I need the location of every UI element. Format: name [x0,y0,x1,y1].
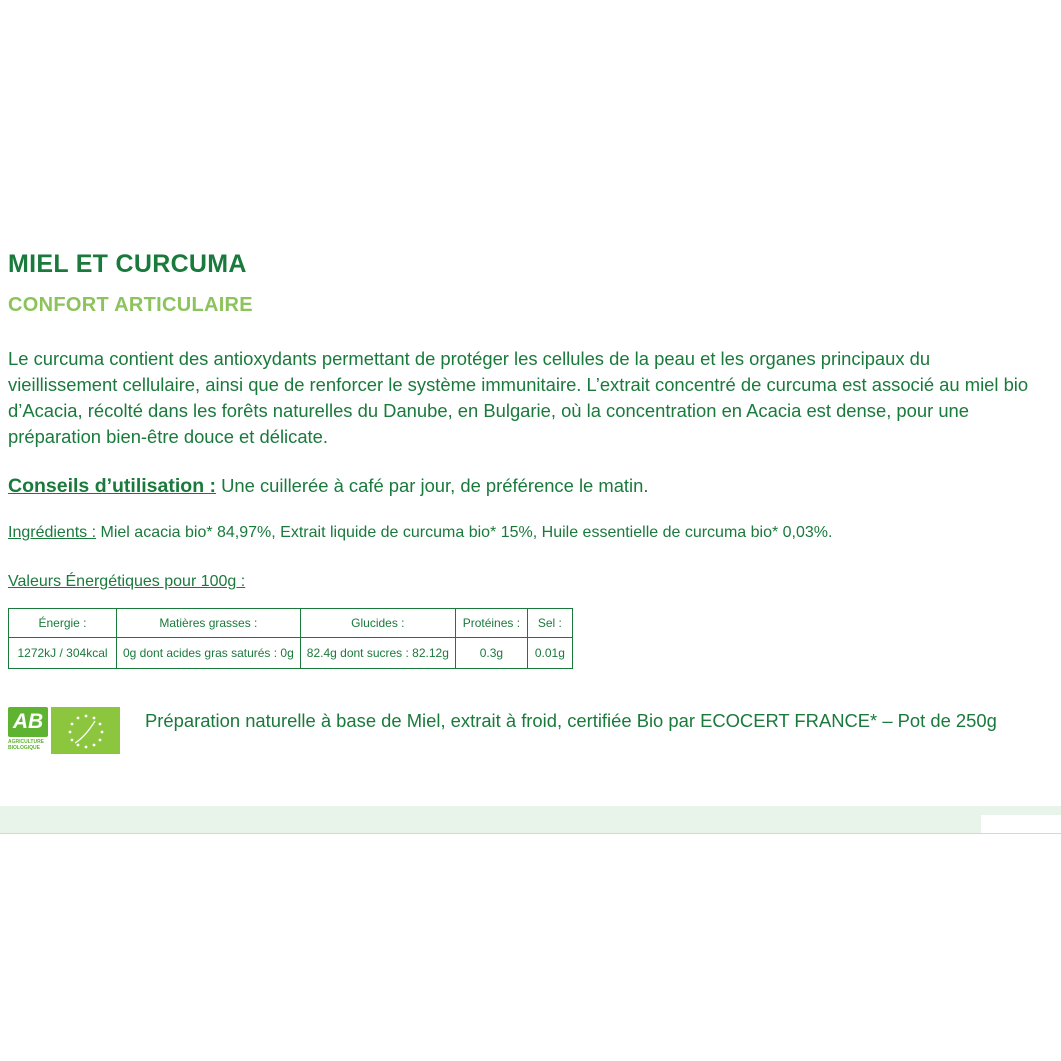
product-title: MIEL ET CURCUMA [8,250,247,278]
usage-label: Conseils d’utilisation : [8,475,217,497]
footer-band-gap [981,815,1061,833]
certification-text: Préparation naturelle à base de Miel, extrait à froid, certifiée Bio par ECOCERT FRANCE* – Pot de 250g [145,710,997,731]
footer-band [0,806,1061,833]
header-carbs: Glucides : [300,609,455,638]
product-subtitle: CONFORT ARTICULAIRE [8,294,253,316]
header-salt: Sel : [527,609,572,638]
ingredients-label: Ingrédients : [8,524,97,541]
header-fat: Matières grasses : [117,609,301,638]
value-carbs: 82.4g dont sucres : 82.12g [300,638,455,669]
nutrition-table [8,608,573,669]
value-protein: 0.3g [455,638,527,669]
ingredients [8,524,832,542]
header-protein: Protéines : [455,609,527,638]
usage-advice [8,475,648,498]
ab-organic-logo [8,707,48,754]
ab-logo-caption: AGRICULTURE BIOLOGIQUE [8,739,45,751]
usage-text: Une cuillerée à café par jour, de préférence le matin. [216,475,649,496]
nutrition-header-row [9,609,573,638]
value-salt: 0.01g [527,638,572,669]
nutrition-heading: Valeurs Énergétiques pour 100g : [8,573,246,590]
value-fat: 0g dont acides gras saturés : 0g [117,638,301,669]
ingredients-text: Miel acacia bio* 84,97%, Extrait liquide de curcuma bio* 15%, Huile essentielle de curcuma bio* 0,03%. [96,524,833,541]
eu-leaf-stars-icon [51,707,120,754]
value-energy: 1272kJ / 304kcal [9,638,117,669]
nutrition-value-row [9,638,573,669]
footer-divider [0,833,1061,834]
header-energy: Énergie : [9,609,117,638]
ab-logo-box: AB [8,707,48,737]
eu-organic-leaf-logo [51,707,120,754]
organic-logos [8,707,121,754]
product-description: Le curcuma contient des antioxydants permettant de protéger les cellules de la peau et les organes principaux du vieillissement cellulaire, ainsi que de renforcer le système immunitaire. L’extrait concentré de curcuma est associé au miel bio d’Acacia, récolté dans les forêts naturelles du Danube, en Bulgarie, où la concentration en Acacia est dense, pour une préparation bien-être douce et délicate. [8,348,1029,447]
